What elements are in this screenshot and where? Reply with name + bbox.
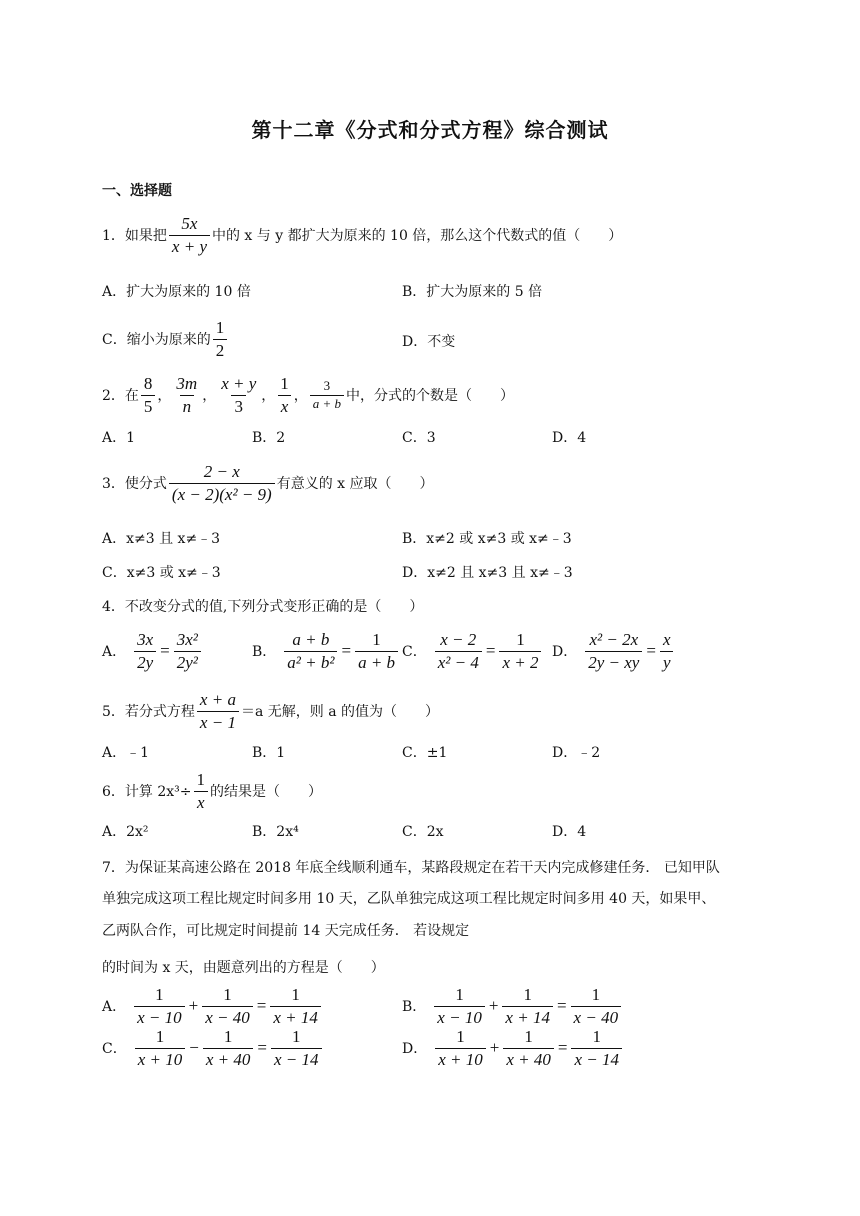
q7-c-operator: − (189, 1038, 199, 1058)
q6-option-b: B．2x⁴ (252, 824, 299, 840)
q7-a-equals: = (256, 996, 267, 1016)
q6-text-post: 的结果是（ ） (210, 784, 323, 801)
q4-a-right-den: 2y² (174, 651, 201, 673)
q4-b-label: B． (252, 644, 277, 661)
q4-c-right-num: 1 (516, 630, 525, 649)
q5-text-pre: 5．若分式方程 (102, 704, 195, 721)
q4-a-left-num: 3x (137, 630, 154, 649)
q7-option-a (102, 985, 323, 1027)
q2-fraction-4 (277, 374, 292, 416)
q6-option-d: D．4 (552, 824, 587, 840)
q7-b1-num: 1 (455, 985, 464, 1004)
q4-a-right (174, 630, 201, 672)
q2-fraction-2 (173, 374, 200, 416)
q2-f4-den: x (278, 395, 292, 417)
q1-option-a: A．扩大为原来的 10 倍 (102, 284, 251, 300)
q7-d3-den: x − 14 (571, 1048, 622, 1070)
q7-b-equals: = (556, 996, 567, 1016)
q4-d-equals: = (646, 641, 656, 661)
q4-b-left (284, 630, 337, 672)
q6-option-a: A．2x² (102, 824, 149, 840)
q7-line-3: 乙两队合作，可比规定时间提前 14 天完成任务． 若设规定 (102, 923, 470, 939)
q5-fraction (197, 690, 239, 732)
q2-text-pre: 2．在 (102, 388, 139, 405)
q5-option-c: C．±1 (402, 745, 448, 761)
q7-a1-num: 1 (155, 985, 164, 1004)
q2-f2-num: 3m (176, 374, 198, 393)
q4-d-label: D． (552, 644, 578, 661)
q2-f5-den: a + b (310, 395, 344, 412)
q2-option-b: B．2 (252, 430, 286, 446)
q4-a-left-den: 2y (134, 651, 156, 673)
q4-c-equals: = (485, 641, 496, 661)
q7-option-c (102, 1027, 324, 1069)
q5-option-a: A．﹣1 (102, 745, 150, 761)
q4-c-right-den: x + 2 (499, 651, 541, 673)
q3-option-d: D．x≠2 且 x≠3 且 x≠﹣3 (402, 565, 573, 581)
q2-sep-3: ， (261, 388, 276, 405)
q4-c-left-num: x − 2 (440, 630, 477, 649)
q7-b-label: B． (402, 999, 427, 1016)
q7-a1-den: x − 10 (134, 1006, 185, 1028)
q6-fraction (194, 770, 209, 812)
q7-a-label: A． (102, 999, 127, 1016)
q4-a-equals: = (160, 641, 170, 661)
q7-d-term-3 (571, 1027, 622, 1069)
q7-a2-den: x − 40 (202, 1006, 253, 1028)
question-1-stem (102, 214, 622, 256)
q3-option-a: A．x≠3 且 x≠﹣3 (102, 531, 221, 547)
q4-c-right (499, 630, 541, 672)
q7-a3-den: x + 14 (270, 1006, 321, 1028)
q2-fraction-1 (141, 374, 156, 416)
q7-d-label: D． (402, 1041, 428, 1058)
q7-a-term-1 (134, 985, 185, 1027)
q1-text-post: 中的 x 与 y 都扩大为原来的 10 倍，那么这个代数式的值（ ） (211, 228, 623, 245)
q4-option-d (552, 630, 675, 672)
q7-c3-den: x − 14 (271, 1048, 322, 1070)
q5-option-d: D．﹣2 (552, 745, 601, 761)
q7-a-term-2 (202, 985, 253, 1027)
q2-sep-2: ， (202, 388, 217, 405)
q2-fraction-5 (310, 379, 344, 412)
q2-sep-1: ， (157, 388, 172, 405)
q5-option-b: B．1 (252, 745, 286, 761)
q5-text-post: ＝a 无解，则 a 的值为（ ） (240, 704, 439, 721)
q2-option-a: A．1 (102, 430, 136, 446)
question-4-stem: 4．不改变分式的值,下列分式变形正确的是（ ） (102, 599, 424, 615)
q2-f2-den: n (180, 395, 195, 417)
q7-line-4: 的时间为 x 天，由题意列出的方程是（ ） (102, 960, 385, 976)
q6-option-c: C．2x (402, 824, 444, 840)
q7-b-term-2 (502, 985, 553, 1027)
q7-line-1: 7．为保证某高速公路在 2018 年底全线顺利通车，某路段规定在若干天内完成修建任务． 已知甲队 (102, 860, 720, 876)
q1-text-pre: 1．如果把 (102, 228, 167, 245)
q4-b-left-num: a + b (292, 630, 330, 649)
q2-f1-num: 8 (143, 374, 153, 393)
q1-frac-den: x + y (169, 235, 210, 257)
q7-a-operator: + (188, 996, 199, 1016)
q4-d-left (585, 630, 642, 672)
q7-b2-num: 1 (523, 985, 532, 1004)
q7-c3-num: 1 (291, 1027, 301, 1046)
q7-c2-num: 1 (223, 1027, 233, 1046)
q7-c1-num: 1 (155, 1027, 165, 1046)
q7-c2-den: x + 40 (203, 1048, 254, 1070)
q4-a-right-num: 3x² (176, 630, 198, 649)
q2-f4-num: 1 (280, 374, 289, 393)
q7-b1-den: x − 10 (434, 1006, 485, 1028)
q7-b-term-1 (434, 985, 485, 1027)
q7-d2-num: 1 (524, 1027, 533, 1046)
question-6-stem (102, 770, 322, 812)
q3-frac-den: (x − 2)(x² − 9) (169, 483, 275, 505)
q7-b3-num: 1 (591, 985, 601, 1004)
q2-option-c: C．3 (402, 430, 436, 446)
q7-d-operator: + (489, 1038, 500, 1058)
q7-d3-num: 1 (592, 1027, 601, 1046)
q3-fraction (169, 462, 275, 504)
q4-d-right (660, 630, 674, 672)
q6-frac-num: 1 (196, 770, 206, 789)
q1-c-num: 1 (215, 318, 225, 337)
q2-f1-den: 5 (141, 395, 156, 417)
q1-c-text: C．缩小为原来的 (102, 332, 211, 349)
q4-b-left-den: a² + b² (284, 651, 337, 673)
question-2-stem (102, 374, 514, 416)
q7-c1-den: x + 10 (135, 1048, 186, 1070)
q4-b-right (355, 630, 398, 672)
q1-c-den: 2 (213, 339, 228, 361)
q7-c-equals: = (257, 1038, 267, 1058)
q4-option-b (252, 630, 400, 672)
q4-d-right-num: x (662, 630, 671, 649)
section-heading: 一、选择题 (102, 183, 172, 199)
q4-d-left-num: x² − 2x (589, 630, 639, 649)
q3-frac-num: 2 − x (203, 462, 240, 481)
q3-text-post: 有意义的 x 应取（ ） (276, 476, 434, 493)
q7-a-term-3 (270, 985, 321, 1027)
q7-c-term-1 (135, 1027, 186, 1069)
q7-d1-num: 1 (456, 1027, 465, 1046)
q4-c-left (435, 630, 482, 672)
q7-option-d (402, 1027, 624, 1069)
q6-frac-den: x (194, 791, 208, 813)
q7-d-term-1 (435, 1027, 486, 1069)
q4-b-right-num: 1 (372, 630, 381, 649)
q1-fraction (169, 214, 210, 256)
q4-c-left-den: x² − 4 (435, 651, 482, 673)
q3-text-pre: 3．使分式 (102, 476, 167, 493)
q2-fraction-3 (218, 374, 259, 416)
q1-option-c (102, 318, 229, 360)
q5-frac-num: x + a (199, 690, 236, 709)
q4-b-equals: = (341, 641, 352, 661)
q4-option-a (102, 630, 203, 672)
q4-b-right-den: a + b (355, 651, 398, 673)
q7-b3-den: x − 40 (571, 1006, 622, 1028)
q7-d1-den: x + 10 (435, 1048, 486, 1070)
q4-option-c (402, 630, 543, 672)
q7-line-2: 单独完成这项工程比规定时间多用 10 天，乙队单独完成这项工程比规定时间多用 40 天，如果甲、 (102, 891, 716, 907)
q4-d-right-den: y (660, 651, 674, 673)
q4-a-left (134, 630, 156, 672)
q4-c-label: C． (402, 644, 427, 661)
q2-f3-num: x + y (221, 374, 257, 393)
q2-f5-num: 3 (323, 377, 331, 393)
question-3-stem (102, 462, 434, 504)
q7-c-term-3 (271, 1027, 322, 1069)
q1-frac-num: 5x (181, 214, 198, 233)
q7-a3-num: 1 (291, 985, 300, 1004)
q2-sep-4: ， (293, 388, 308, 405)
q4-d-left-den: 2y − xy (585, 651, 642, 673)
q7-b-term-3 (571, 985, 622, 1027)
question-5-stem (102, 690, 439, 732)
q6-text-pre: 6．计算 2x³÷ (102, 784, 192, 801)
q7-a2-num: 1 (223, 985, 232, 1004)
page-title: 第十二章《分式和分式方程》综合测试 (251, 118, 609, 142)
q2-option-d: D．4 (552, 430, 587, 446)
q1-c-fraction (213, 318, 228, 360)
q7-c-term-2 (203, 1027, 254, 1069)
q1-option-b: B．扩大为原来的 5 倍 (402, 284, 543, 300)
q7-d2-den: x + 40 (503, 1048, 554, 1070)
q2-f3-den: 3 (231, 395, 246, 417)
q4-a-label: A． (102, 644, 127, 661)
q3-option-b: B．x≠2 或 x≠3 或 x≠﹣3 (402, 531, 572, 547)
q5-frac-den: x − 1 (197, 711, 239, 733)
q7-d-term-2 (503, 1027, 554, 1069)
q7-c-label: C． (102, 1041, 127, 1058)
q7-option-b (402, 985, 623, 1027)
q7-b2-den: x + 14 (502, 1006, 553, 1028)
q7-b-operator: + (488, 996, 499, 1016)
q2-text-post: 中，分式的个数是（ ） (346, 388, 515, 405)
q1-option-d: D．不变 (402, 334, 456, 350)
q3-option-c: C．x≠3 或 x≠﹣3 (102, 565, 221, 581)
q7-d-equals: = (557, 1038, 568, 1058)
